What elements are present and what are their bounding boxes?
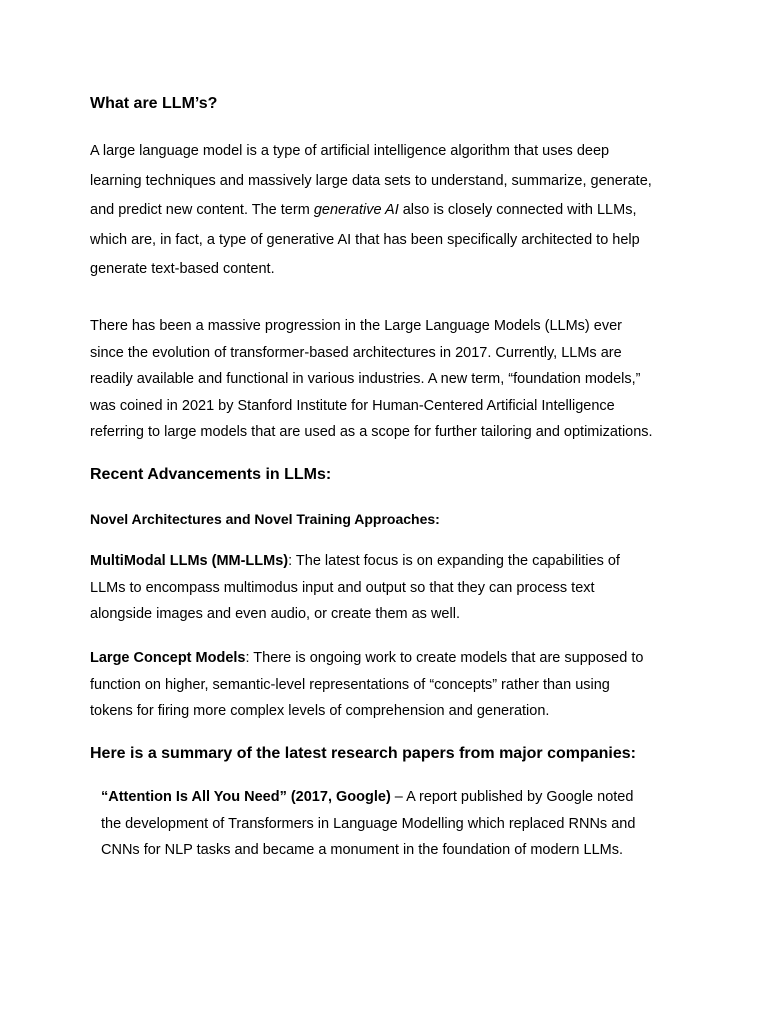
intro-italic-term: generative AI — [313, 202, 399, 218]
lcm-term: Large Concept Models — [90, 650, 246, 666]
attention-paragraph — [101, 784, 701, 864]
mm-llms-paragraph — [90, 548, 690, 628]
page-title: What are LLM’s? — [90, 95, 218, 112]
mm-llms-term: MultiModal LLMs (MM-LLMs) — [90, 553, 289, 569]
intro-paragraph — [90, 137, 690, 285]
section-heading-recent-advancements: Recent Advancements in LLMs: — [90, 466, 332, 483]
intro-text-1: A large language model is a type of artificial intelligence algorithm that uses deep learning techniques and massively large data sets to understand, summarize, generate, and predict new content. The term — [90, 143, 652, 218]
progression-paragraph: There has been a massive progression in the Large Language Models (LLMs) ever since the evolution of transformer-based architectures in 2017. Currently, LLMs are readily available and functional in various industries. A new term, “foundation models,” was coined in 2021 by Stanford Institute for Human-Centered Artificial Intelligence referring to large models that are used as a scope for further tailoring and optimizations. — [90, 318, 653, 440]
section-heading-summary: Here is a summary of the latest research papers from major companies: — [90, 745, 636, 762]
intro-text-2: also is closely connected with LLMs, which are, in fact, a type of generative AI that has been specifically architected to help generate text-based content. — [90, 202, 640, 277]
lcm-paragraph — [90, 645, 690, 725]
mm-llms-text: : The latest focus is on expanding the capabilities of LLMs to encompass multimodus input and output so that they can process text alongside images and even audio, or create them as well. — [90, 553, 620, 622]
lcm-text: : There is ongoing work to create models that are supposed to function on higher, semantic-level representations of “concepts” rather than using tokens for firing more complex levels of comprehension and generation. — [90, 650, 644, 719]
attention-text: – A report published by Google noted the development of Transformers in Language Modelling which replaced RNNs and CNNs for NLP tasks and became a monument in the foundation of modern LLMs. — [101, 789, 636, 858]
subheading-novel-architectures: Novel Architectures and Novel Training Approaches: — [90, 511, 440, 527]
attention-term: “Attention Is All You Need” (2017, Google) — [101, 789, 391, 805]
